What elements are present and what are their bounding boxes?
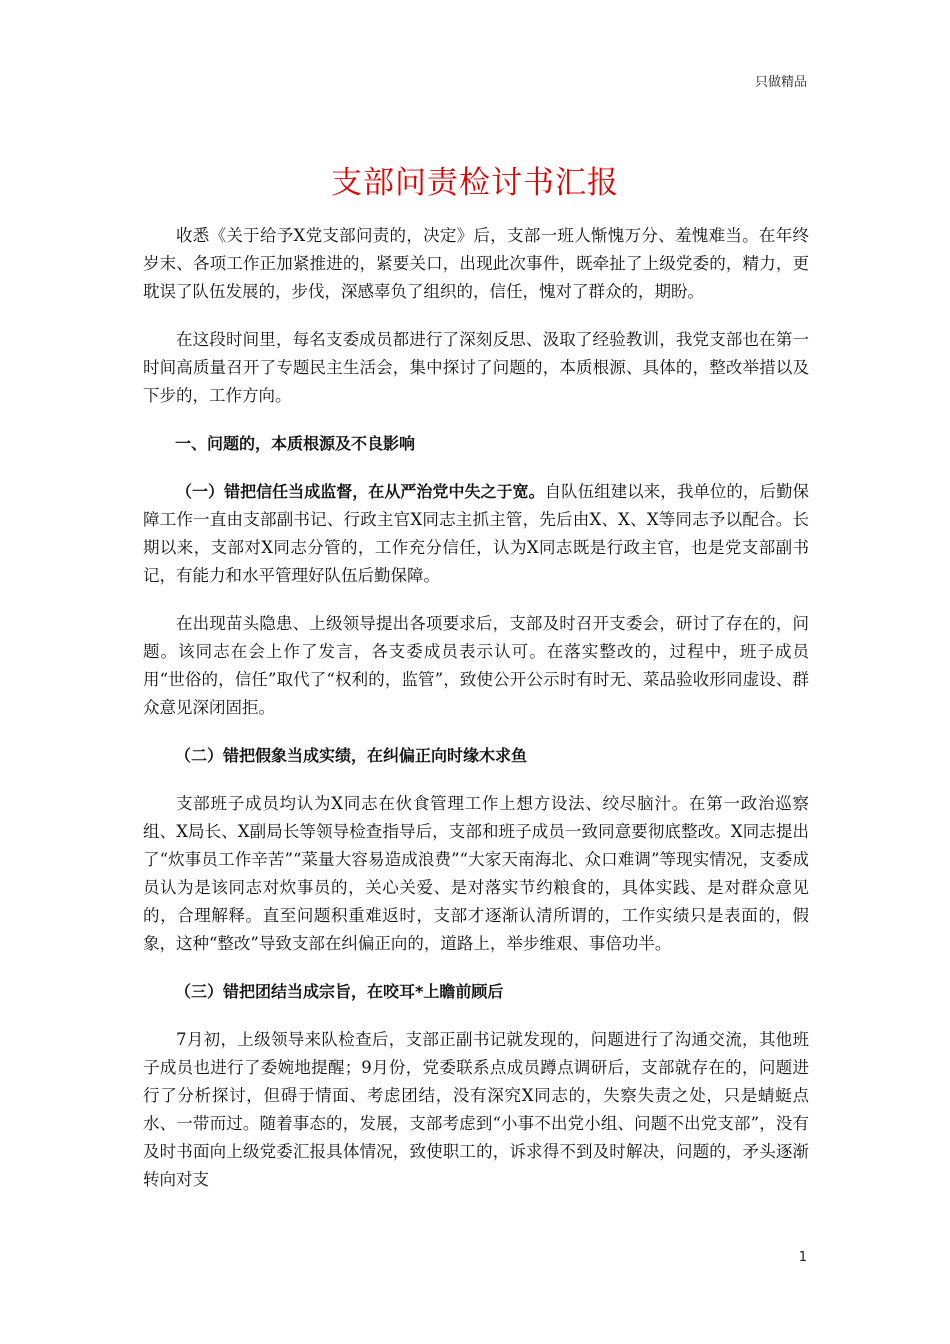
- paragraph-intro: 收悉《关于给予X党支部问责的，决定》后，支部一班人惭愧万分、羞愧难当。在年终岁末、各项工作正加紧推进的，紧要关口，出现此次事件，既牵扯了上级党委的，精力，更耽误了队伍发展的，步伐，深感辜负了组织的，信任，愧对了群众的，期盼。: [143, 226, 809, 301]
- paragraph-rectification: 在出现苗头隐患、上级领导提出各项要求后，支部及时召开支委会，研讨了存在的，问题。该同志在会上作了发言，各支委成员表示认可。在落实整改的，过程中，班子成员用“世俗的，信任”取代了“权利的，监管”，致使公开公示时有时无、菜品验收形同虚设、群众意见深闭固拒。: [143, 614, 809, 717]
- paragraph-illusion: 支部班子成员均认为X同志在伙食管理工作上想方设法、绞尽脑汁。在第一政治巡察组、X局长、X副局长等领导检查指导后，支部和班子成员一致同意要彻底整改。X同志提出了“炊事员工作辛苦”“菜量大容易造成浪费”“大家天南海北、众口难调”等现实情况，支委成员认为是该同志对炊事员的，关心关爱、是对落实节约粮食的，具体实践、是对群众意见的，合理解释。直至问题积重难返时，支部才逐渐认清所谓的，工作实绩只是表面的，假象，这种“整改”导致支部在纠偏正向的，道路上，举步维艰、事倍功半。: [143, 794, 809, 953]
- section-heading-1: 一、问题的，本质根源及不良影响: [175, 434, 416, 453]
- paragraph-trust-supervision-text: 自队伍组建以来，我单位的，后勤保障工作一直由支部副书记、行政主官X同志主抓主管，先后由X、X、X等同志予以配合。长期以来，支部对X同志分管的，工作充分信任，认为X同志既是行政主官，也是党支部副书记，有能力和水平管理好队伍后勤保障。: [143, 482, 809, 585]
- document-body: [143, 222, 809, 1214]
- paragraph-trust-supervision: [143, 478, 809, 590]
- subheading-3: （三）错把团结当成宗旨，在咬耳*上瞻前顾后: [175, 982, 504, 1001]
- page-number: 1: [798, 1250, 807, 1265]
- header-note: 只做精品: [754, 75, 807, 90]
- subheading-2: （二）错把假象当成实绩，在纠偏正向时缘木求鱼: [175, 746, 528, 765]
- paragraph-unity: 7月初，上级领导来队检查后，支部正副书记就发现的，问题进行了沟通交流，其他班子成员也进行了委婉地提醒；9月份，党委联系点成员蹲点调研后，支部就存在的，问题进行了分析探讨，但碍于情面、考虑团结，没有深究X同志的，失察失责之处，只是蜻蜓点水、一带而过。随着事态的，发展，支部考虑到“小事不出党小组、问题不出党支部”，没有及时书面向上级党委汇报具体情况，致使职工的，诉求得不到及时解决，问题的，矛头逐渐转向对支: [143, 1030, 809, 1189]
- document-title: 支部问责检讨书汇报: [331, 165, 619, 201]
- subheading-1: （一）错把信任当成监督，在从严治党中失之于宽。: [176, 482, 545, 501]
- paragraph-reflection: 在这段时间里，每名支委成员都进行了深刻反思、汲取了经验教训，我党支部也在第一时间高质量召开了专题民主生活会，集中探讨了问题的，本质根源、具体的，整改举措以及下步的，工作方向。: [143, 330, 809, 405]
